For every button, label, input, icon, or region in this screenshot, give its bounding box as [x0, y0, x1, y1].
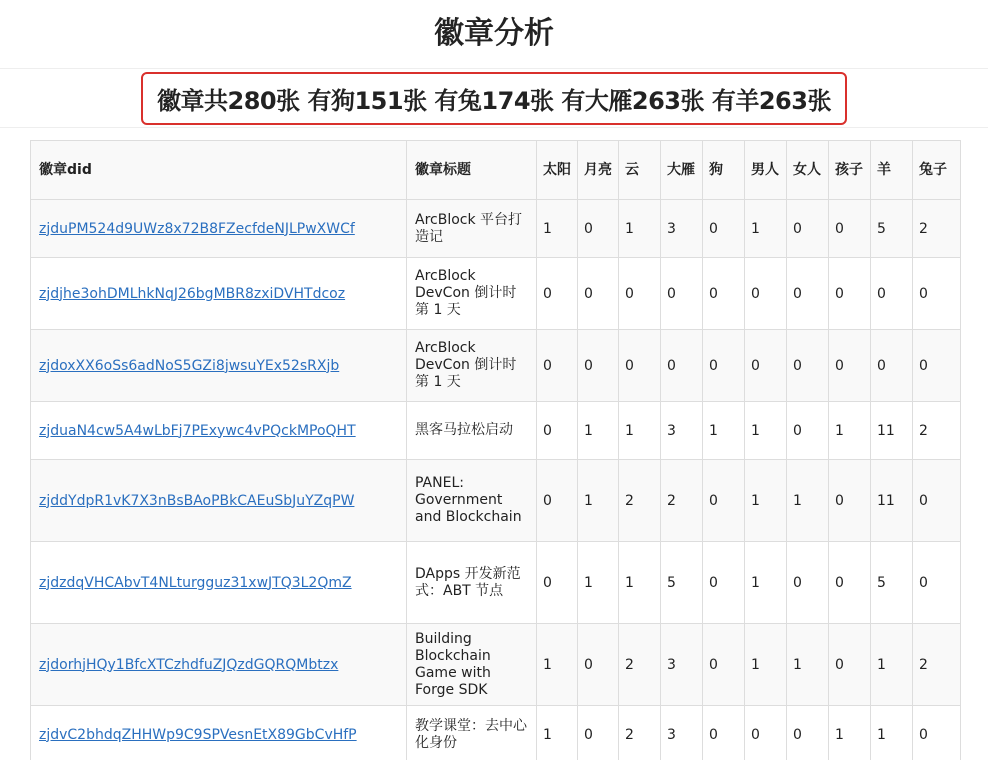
cell-did	[31, 200, 407, 258]
cell-goose-count: 2	[661, 460, 703, 542]
table-row	[31, 460, 961, 542]
cell-badge-title: DApps 开发新范式：ABT 节点	[407, 542, 537, 624]
cell-child-count: 0	[829, 542, 871, 624]
cell-sun-count: 0	[537, 542, 578, 624]
badge-did-link[interactable]: zjduPM524d9UWz8x72B8FZecfdeNJLPwXWCf	[39, 220, 355, 237]
table-row	[31, 258, 961, 330]
cell-rabbit-count: 0	[913, 542, 961, 624]
header-did: 徽章did	[31, 141, 407, 200]
cell-moon-count: 0	[578, 258, 619, 330]
cell-man-count: 0	[745, 706, 787, 760]
cell-child-count: 0	[829, 258, 871, 330]
cell-dog-count: 0	[703, 706, 745, 760]
cell-moon-count: 0	[578, 706, 619, 760]
cell-badge-title: Building Blockchain Game with Forge SDK	[407, 624, 537, 706]
cell-man-count: 1	[745, 200, 787, 258]
summary-section	[0, 69, 988, 128]
cell-man-count: 1	[745, 402, 787, 460]
cell-badge-title: 黑客马拉松启动	[407, 402, 537, 460]
cell-did	[31, 706, 407, 760]
badge-did-link[interactable]: zjduaN4cw5A4wLbFj7PExywc4vPQckMPoQHT	[39, 422, 356, 439]
cell-woman-count: 0	[787, 330, 829, 402]
cell-goose-count: 3	[661, 402, 703, 460]
header-woman: 女人	[787, 141, 829, 200]
cell-sun-count: 0	[537, 402, 578, 460]
badge-did-link[interactable]: zjdvC2bhdqZHHWp9C9SPVesnEtX89GbCvHfP	[39, 726, 357, 743]
cell-cloud-count: 1	[619, 542, 661, 624]
badge-table	[30, 140, 961, 760]
cell-sheep-count: 5	[871, 200, 913, 258]
header-rabbit: 兔子	[913, 141, 961, 200]
header-child: 孩子	[829, 141, 871, 200]
summary-badge-counts: 徽章共280张 有狗151张 有兔174张 有大雁263张 有羊263张	[141, 72, 847, 125]
table-row	[31, 200, 961, 258]
cell-cloud-count: 1	[619, 402, 661, 460]
cell-dog-count: 0	[703, 624, 745, 706]
cell-goose-count: 3	[661, 706, 703, 760]
cell-moon-count: 1	[578, 402, 619, 460]
cell-sun-count: 0	[537, 258, 578, 330]
badge-did-link[interactable]: zjdjhe3ohDMLhkNqJ26bgMBR8zxiDVHTdcoz	[39, 285, 346, 302]
cell-sheep-count: 0	[871, 258, 913, 330]
cell-sun-count: 1	[537, 624, 578, 706]
cell-rabbit-count: 0	[913, 258, 961, 330]
cell-goose-count: 0	[661, 258, 703, 330]
cell-moon-count: 1	[578, 542, 619, 624]
cell-cloud-count: 0	[619, 330, 661, 402]
header-dog: 狗	[703, 141, 745, 200]
cell-cloud-count: 1	[619, 200, 661, 258]
cell-dog-count: 1	[703, 402, 745, 460]
badge-did-link[interactable]: zjddYdpR1vK7X3nBsBAoPBkCAEuSbJuYZqPW	[39, 492, 355, 509]
cell-child-count: 1	[829, 706, 871, 760]
cell-sun-count: 0	[537, 330, 578, 402]
cell-cloud-count: 2	[619, 624, 661, 706]
cell-badge-title: PANEL: Government and Blockchain	[407, 460, 537, 542]
cell-did	[31, 624, 407, 706]
cell-dog-count: 0	[703, 258, 745, 330]
cell-goose-count: 3	[661, 624, 703, 706]
cell-moon-count: 0	[578, 200, 619, 258]
cell-child-count: 1	[829, 402, 871, 460]
cell-badge-title: ArcBlock DevCon 倒计时第 1 天	[407, 258, 537, 330]
cell-woman-count: 1	[787, 460, 829, 542]
cell-rabbit-count: 2	[913, 624, 961, 706]
header-sheep: 羊	[871, 141, 913, 200]
cell-woman-count: 0	[787, 542, 829, 624]
cell-dog-count: 0	[703, 330, 745, 402]
header-goose: 大雁	[661, 141, 703, 200]
cell-did	[31, 542, 407, 624]
cell-sheep-count: 1	[871, 706, 913, 760]
cell-sheep-count: 5	[871, 542, 913, 624]
cell-did	[31, 330, 407, 402]
table-row	[31, 402, 961, 460]
cell-sun-count: 1	[537, 200, 578, 258]
cell-sun-count: 1	[537, 706, 578, 760]
cell-goose-count: 5	[661, 542, 703, 624]
header-cloud: 云	[619, 141, 661, 200]
cell-man-count: 0	[745, 258, 787, 330]
header-man: 男人	[745, 141, 787, 200]
cell-sheep-count: 1	[871, 624, 913, 706]
cell-cloud-count: 2	[619, 706, 661, 760]
cell-man-count: 1	[745, 460, 787, 542]
cell-rabbit-count: 0	[913, 460, 961, 542]
cell-badge-title: 教学课堂：去中心化身份	[407, 706, 537, 760]
cell-badge-title: ArcBlock DevCon 倒计时第 1 天	[407, 330, 537, 402]
badge-did-link[interactable]: zjdoxXX6oSs6adNoS5GZi8jwsuYEx52sRXjb	[39, 357, 340, 374]
cell-dog-count: 0	[703, 460, 745, 542]
cell-dog-count: 0	[703, 200, 745, 258]
cell-goose-count: 0	[661, 330, 703, 402]
cell-child-count: 0	[829, 200, 871, 258]
cell-child-count: 0	[829, 624, 871, 706]
cell-man-count: 1	[745, 624, 787, 706]
cell-woman-count: 1	[787, 624, 829, 706]
table-row	[31, 330, 961, 402]
cell-dog-count: 0	[703, 542, 745, 624]
header-moon: 月亮	[578, 141, 619, 200]
cell-man-count: 0	[745, 330, 787, 402]
cell-sheep-count: 0	[871, 330, 913, 402]
cell-sheep-count: 11	[871, 460, 913, 542]
header-sun: 太阳	[537, 141, 578, 200]
cell-child-count: 0	[829, 330, 871, 402]
cell-did	[31, 460, 407, 542]
cell-goose-count: 3	[661, 200, 703, 258]
cell-rabbit-count: 0	[913, 330, 961, 402]
table-header-row	[31, 141, 961, 200]
cell-cloud-count: 2	[619, 460, 661, 542]
cell-cloud-count: 0	[619, 258, 661, 330]
cell-sheep-count: 11	[871, 402, 913, 460]
table-row	[31, 624, 961, 706]
table-row	[31, 542, 961, 624]
cell-moon-count: 0	[578, 330, 619, 402]
badge-table-body	[31, 200, 961, 760]
cell-did	[31, 258, 407, 330]
header-title: 徽章标题	[407, 141, 537, 200]
cell-moon-count: 1	[578, 460, 619, 542]
table-row	[31, 706, 961, 760]
badge-did-link[interactable]: zjdorhjHQy1BfcXTCzhdfuZJQzdGQRQMbtzx	[39, 656, 339, 673]
cell-sun-count: 0	[537, 460, 578, 542]
badge-table-container	[30, 140, 960, 760]
cell-woman-count: 0	[787, 402, 829, 460]
cell-rabbit-count: 2	[913, 402, 961, 460]
badge-did-link[interactable]: zjdzdqVHCAbvT4NLturgguz31xwJTQ3L2QmZ	[39, 574, 352, 591]
cell-woman-count: 0	[787, 706, 829, 760]
cell-woman-count: 0	[787, 200, 829, 258]
cell-did	[31, 402, 407, 460]
page-title: 徽章分析	[0, 0, 988, 69]
cell-rabbit-count: 2	[913, 200, 961, 258]
cell-woman-count: 0	[787, 258, 829, 330]
cell-badge-title: ArcBlock 平台打造记	[407, 200, 537, 258]
cell-man-count: 1	[745, 542, 787, 624]
cell-child-count: 0	[829, 460, 871, 542]
cell-rabbit-count: 0	[913, 706, 961, 760]
cell-moon-count: 0	[578, 624, 619, 706]
